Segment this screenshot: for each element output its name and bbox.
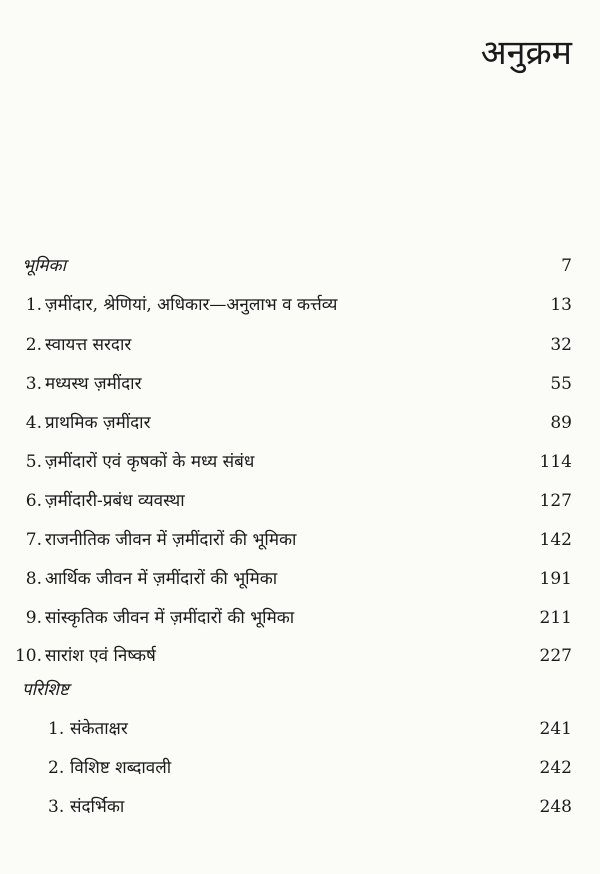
toc-number: 5. (25, 452, 42, 472)
toc-subentry (0, 753, 600, 783)
toc-page: 242 (539, 758, 572, 778)
toc-entry (0, 486, 600, 516)
toc-page: 227 (539, 646, 572, 666)
toc-subentry (0, 714, 600, 744)
toc-label: सारांश एवं निष्कर्ष (45, 646, 156, 666)
toc-page: 142 (539, 530, 572, 550)
toc-number: 2. (25, 335, 42, 355)
toc-section-appendix (0, 675, 600, 705)
toc-number: 3. (48, 797, 65, 817)
toc-number: 8. (25, 569, 42, 589)
toc-page: 191 (539, 569, 572, 589)
toc-number: 1. (25, 295, 42, 315)
toc-label: राजनीतिक जीवन में ज़मींदारों की भूमिका (45, 530, 297, 550)
toc-number: 3. (25, 374, 42, 394)
toc-label: ज़मींदारों एवं कृषकों के मध्य संबंध (45, 452, 255, 472)
toc-number: 9. (25, 608, 42, 628)
toc-number: 10. (14, 646, 42, 666)
toc-label: ज़मींदारी-प्रबंध व्यवस्था (45, 491, 185, 511)
toc-number: 6. (25, 491, 42, 511)
toc-number: 1. (48, 719, 65, 739)
toc-page: 55 (550, 374, 572, 394)
toc-page: 89 (550, 413, 572, 433)
toc-label: संकेताक्षर (70, 719, 128, 739)
toc-page: 13 (550, 295, 572, 315)
toc-label: आर्थिक जीवन में ज़मींदारों की भूमिका (45, 569, 278, 589)
toc-label: सांस्कृतिक जीवन में ज़मींदारों की भूमिका (45, 608, 295, 628)
toc-label: ज़मींदार, श्रेणियां, अधिकार—अनुलाभ व कर्त्तव्य (45, 295, 338, 315)
toc-page: 32 (550, 335, 572, 355)
toc-page: 7 (561, 256, 572, 276)
toc-number: 2. (48, 758, 65, 778)
toc-subentry (0, 792, 600, 822)
toc-label: प्राथमिक ज़मींदार (45, 413, 151, 433)
toc-entry (0, 408, 600, 438)
toc-number: 7. (25, 530, 42, 550)
toc-entry (0, 447, 600, 477)
toc-label: मध्यस्थ ज़मींदार (45, 374, 142, 394)
toc-number: 4. (25, 413, 42, 433)
toc-entry (0, 525, 600, 555)
toc-label: संदर्भिका (70, 797, 125, 817)
page-title: अनुक्रम (480, 33, 572, 73)
toc-entry (0, 369, 600, 399)
toc-section-intro (0, 251, 600, 281)
toc-label: विशिष्ट शब्दावली (70, 758, 172, 778)
toc-label: भूमिका (22, 256, 66, 276)
toc-page: 114 (539, 452, 572, 472)
toc-page: 248 (539, 797, 572, 817)
toc-page: 241 (539, 719, 572, 739)
toc-entry (0, 330, 600, 360)
toc-entry (0, 603, 600, 633)
toc-label: स्वायत्त सरदार (45, 335, 132, 355)
toc-page: 211 (539, 608, 572, 628)
toc-entry (0, 641, 600, 671)
toc-page: 127 (539, 491, 572, 511)
toc-entry (0, 564, 600, 594)
toc-entry (0, 290, 600, 320)
toc-label: परिशिष्ट (22, 680, 69, 700)
